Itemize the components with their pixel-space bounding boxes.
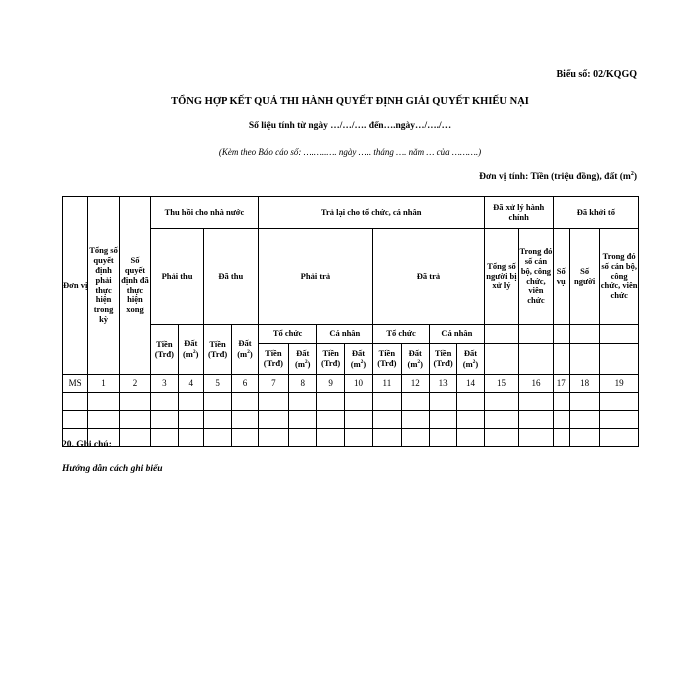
column-number: 6 bbox=[232, 375, 258, 393]
empty-cell bbox=[151, 429, 178, 447]
unit-of-measure: Đơn vị tính: Tiền (triệu đồng), đất $(m^2)$ bbox=[479, 171, 637, 183]
header-money: Tiền (Trđ) bbox=[151, 325, 178, 375]
empty-cell bbox=[344, 393, 372, 411]
empty-cell bbox=[258, 411, 288, 429]
empty-cell bbox=[232, 429, 258, 447]
column-number: 16 bbox=[519, 375, 553, 393]
empty-cell bbox=[289, 411, 317, 429]
column-number: 19 bbox=[600, 375, 639, 393]
empty-cell bbox=[203, 411, 231, 429]
report-table bbox=[62, 196, 639, 447]
empty-cell bbox=[178, 411, 203, 429]
empty-cell bbox=[457, 411, 484, 429]
empty-cell bbox=[63, 411, 88, 429]
empty-cell bbox=[317, 393, 344, 411]
header-returned-to-org-person: Trả lại cho tổ chức, cá nhân bbox=[258, 197, 484, 229]
header-money: Tiền (Trđ) bbox=[373, 344, 401, 375]
empty-cell bbox=[457, 393, 484, 411]
header-total-people-handled: Tổng số người bị xử lý bbox=[484, 229, 518, 325]
empty-cell bbox=[289, 393, 317, 411]
empty-cell bbox=[569, 325, 599, 344]
header-land: Đất $(m^2)$ bbox=[401, 344, 429, 375]
column-number: 1 bbox=[88, 375, 119, 393]
column-number: 18 bbox=[569, 375, 599, 393]
column-number-row bbox=[63, 375, 639, 393]
empty-cell bbox=[119, 411, 150, 429]
table-row bbox=[63, 429, 639, 447]
empty-cell bbox=[344, 411, 372, 429]
empty-cell bbox=[600, 411, 639, 429]
header-land: Đất $(m^2)$ bbox=[457, 344, 484, 375]
empty-cell bbox=[373, 429, 401, 447]
empty-cell bbox=[457, 429, 484, 447]
empty-cell bbox=[258, 429, 288, 447]
empty-cell bbox=[317, 411, 344, 429]
empty-cell bbox=[429, 429, 456, 447]
header-must-return: Phải trả bbox=[258, 229, 373, 325]
empty-cell bbox=[289, 429, 317, 447]
guide-title: Hướng dẫn cách ghi biểu bbox=[62, 464, 163, 474]
header-land: Đất $(m^2)$ bbox=[178, 325, 203, 375]
empty-cell bbox=[232, 411, 258, 429]
empty-cell bbox=[344, 429, 372, 447]
empty-cell bbox=[519, 411, 553, 429]
column-number: 11 bbox=[373, 375, 401, 393]
empty-cell bbox=[151, 411, 178, 429]
header-recovered-for-state: Thu hồi cho nhà nước bbox=[151, 197, 258, 229]
column-number: 17 bbox=[553, 375, 569, 393]
header-admin-handled: Đã xử lý hành chính bbox=[484, 197, 553, 229]
header-unit: Đơn vị bbox=[63, 197, 88, 375]
row-code: MS bbox=[63, 375, 88, 393]
column-number: 9 bbox=[317, 375, 344, 393]
header-individual: Cá nhân bbox=[317, 325, 373, 344]
empty-cell bbox=[569, 344, 599, 375]
header-individual: Cá nhân bbox=[429, 325, 484, 344]
empty-cell bbox=[569, 411, 599, 429]
column-number: 12 bbox=[401, 375, 429, 393]
header-must-collect: Phải thu bbox=[151, 229, 204, 325]
empty-cell bbox=[600, 429, 639, 447]
header-collected: Đã thu bbox=[203, 229, 258, 325]
header-money: Tiền (Trđ) bbox=[258, 344, 288, 375]
empty-cell bbox=[88, 411, 119, 429]
empty-cell bbox=[429, 393, 456, 411]
header-cases: Số vụ bbox=[553, 229, 569, 325]
empty-cell bbox=[151, 393, 178, 411]
empty-cell bbox=[88, 393, 119, 411]
column-number: 13 bbox=[429, 375, 456, 393]
attachment-note: (Kèm theo Báo cáo số: ….…..…. ngày ….. tháng …. năm … của ……….) bbox=[218, 147, 482, 157]
empty-cell bbox=[600, 393, 639, 411]
empty-cell bbox=[317, 429, 344, 447]
empty-cell bbox=[569, 393, 599, 411]
empty-cell bbox=[373, 411, 401, 429]
empty-cell bbox=[401, 393, 429, 411]
empty-cell bbox=[429, 411, 456, 429]
empty-cell bbox=[232, 393, 258, 411]
header-organization: Tổ chức bbox=[258, 325, 317, 344]
header-land: Đất $(m^2)$ bbox=[344, 344, 372, 375]
empty-cell bbox=[484, 393, 518, 411]
header-land: Đất $(m^2)$ bbox=[289, 344, 317, 375]
header-officials-handled: Trong đó số cán bộ, công chức, viên chức bbox=[519, 229, 553, 325]
empty-cell bbox=[519, 429, 553, 447]
column-number: 10 bbox=[344, 375, 372, 393]
empty-cell bbox=[553, 411, 569, 429]
column-number: 8 bbox=[289, 375, 317, 393]
empty-cell bbox=[553, 393, 569, 411]
empty-cell bbox=[600, 325, 639, 344]
empty-cell bbox=[119, 429, 150, 447]
header-completed-decisions: Số quyết định đã thực hiện xong bbox=[119, 197, 150, 375]
empty-cell bbox=[519, 393, 553, 411]
empty-cell bbox=[178, 429, 203, 447]
empty-cell bbox=[553, 344, 569, 375]
form-code: Biểu số: 02/KQGQ bbox=[556, 69, 637, 80]
column-number: 5 bbox=[203, 375, 231, 393]
empty-cell bbox=[519, 344, 553, 375]
empty-cell bbox=[63, 393, 88, 411]
empty-cell bbox=[203, 429, 231, 447]
empty-cell bbox=[553, 325, 569, 344]
header-organization: Tổ chức bbox=[373, 325, 430, 344]
header-money: Tiền (Trđ) bbox=[317, 344, 344, 375]
header-money: Tiền (Trđ) bbox=[429, 344, 456, 375]
column-number: 15 bbox=[484, 375, 518, 393]
header-officials-prosecuted: Trong đó số cán bộ, công chức, viên chức bbox=[600, 229, 639, 325]
empty-cell bbox=[519, 325, 553, 344]
column-number: 2 bbox=[119, 375, 150, 393]
empty-cell bbox=[373, 393, 401, 411]
empty-cell bbox=[484, 344, 518, 375]
header-prosecuted: Đã khởi tố bbox=[553, 197, 638, 229]
empty-cell bbox=[178, 393, 203, 411]
table-row bbox=[63, 393, 639, 411]
empty-cell bbox=[401, 411, 429, 429]
table-row bbox=[63, 411, 639, 429]
header-total-decisions: Tổng số quyết định phải thực hiện trong kỳ bbox=[88, 197, 119, 375]
empty-cell bbox=[484, 325, 518, 344]
header-land: Đất $(m^2)$ bbox=[232, 325, 258, 375]
empty-cell bbox=[600, 344, 639, 375]
column-number: 4 bbox=[178, 375, 203, 393]
column-number: 3 bbox=[151, 375, 178, 393]
column-number: 7 bbox=[258, 375, 288, 393]
data-period: Số liệu tính từ ngày …/…/…. đến….ngày…/…./… bbox=[248, 121, 452, 131]
document-title: TỔNG HỢP KẾT QUẢ THI HÀNH QUYẾT ĐỊNH GIẢI QUYẾT KHIẾU NẠI bbox=[171, 96, 529, 107]
empty-cell bbox=[203, 393, 231, 411]
header-money: Tiền (Trđ) bbox=[203, 325, 231, 375]
header-returned: Đã trả bbox=[373, 229, 485, 325]
empty-cell bbox=[401, 429, 429, 447]
column-number: 14 bbox=[457, 375, 484, 393]
empty-cell bbox=[484, 429, 518, 447]
empty-cell bbox=[553, 429, 569, 447]
empty-cell bbox=[258, 393, 288, 411]
header-people: Số người bbox=[569, 229, 599, 325]
empty-cell bbox=[119, 393, 150, 411]
empty-cell bbox=[569, 429, 599, 447]
notes-label: 20. Ghi chú: bbox=[62, 440, 112, 450]
empty-cell bbox=[484, 411, 518, 429]
